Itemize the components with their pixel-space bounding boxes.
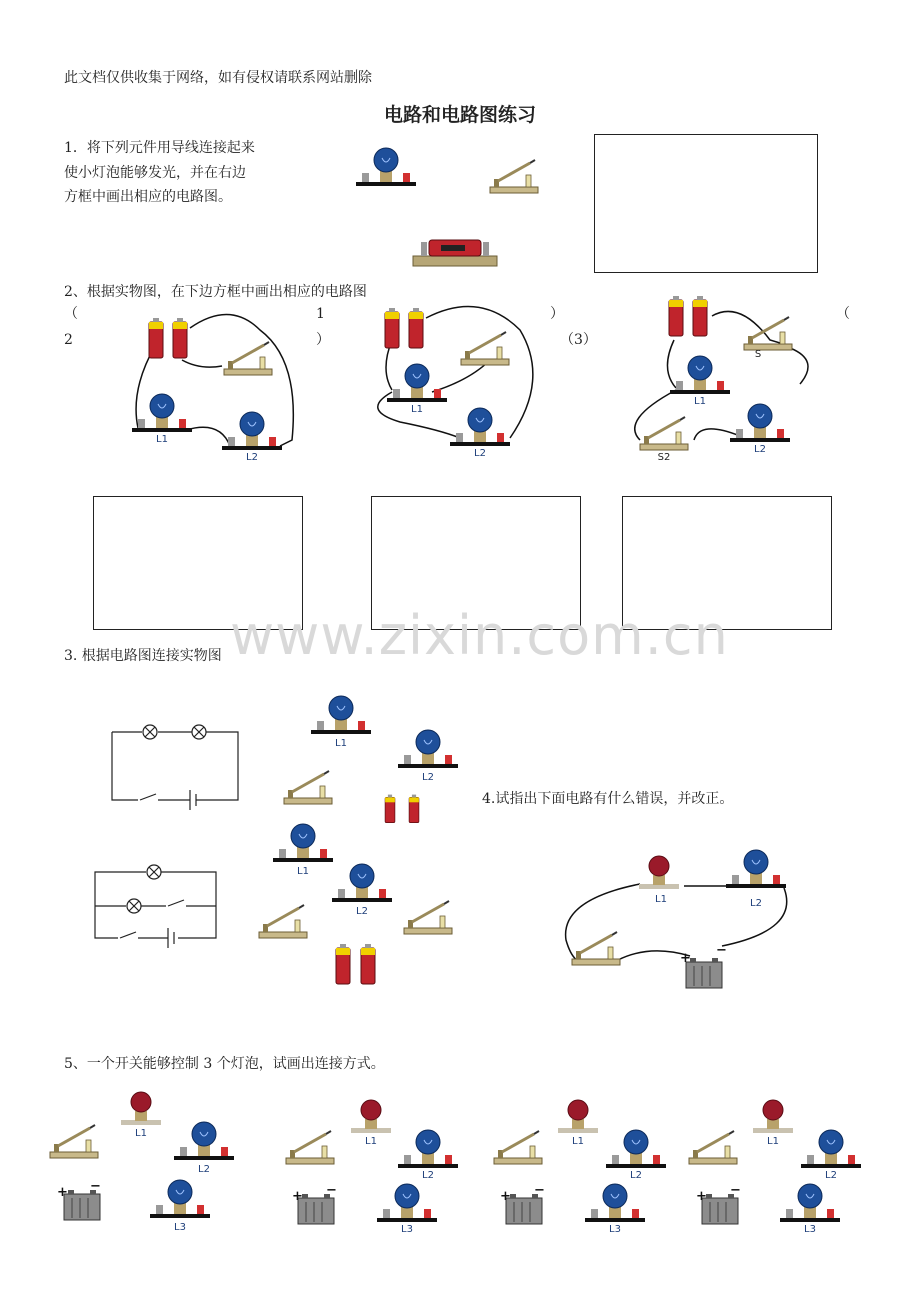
q4-switch-icon	[572, 932, 620, 965]
q5s3-bulb-l1-icon	[558, 1100, 598, 1133]
q3a-label-l2: L2	[422, 772, 434, 783]
q2c1-label-l1: L1	[156, 434, 168, 445]
q5s3-label-l1: L1	[572, 1136, 584, 1147]
q5s2-label-l2: L2	[422, 1170, 434, 1181]
q5s3-battery-box-icon	[506, 1194, 542, 1224]
q3-text: 3. 根据电路图连接实物图	[64, 648, 222, 664]
page-title: 电路和电路图练习	[383, 104, 536, 126]
q5s3-switch-icon	[494, 1131, 542, 1164]
q5s1-battery-box-icon	[64, 1190, 100, 1220]
q3a-battery-icon	[385, 795, 395, 823]
q5s3-plus-sign: +	[500, 1189, 511, 1204]
q5s1-label-l2: L2	[198, 1164, 210, 1175]
q5s1-bulb-l2-icon	[174, 1122, 234, 1160]
q2c3-bulb-l2-icon	[730, 404, 790, 442]
q5s2-bulb-l2-icon	[398, 1130, 458, 1168]
q5-set-1	[50, 1092, 234, 1220]
q1-battery-holder-icon	[413, 240, 497, 266]
q4-battery-box-icon	[686, 958, 722, 988]
q5s2-label-l3: L3	[401, 1224, 413, 1235]
q5s4-battery-box-icon	[702, 1194, 738, 1224]
q2c1-switch-icon	[224, 342, 272, 375]
q2c3-switch-s-icon	[744, 317, 792, 350]
q2c3-label-l1: L1	[694, 396, 706, 407]
q2c2-bulb-l2-icon	[450, 408, 510, 446]
q1-switch-icon	[490, 160, 538, 193]
q3b-switch-icon	[259, 905, 307, 938]
q2-paren-open-2: （	[836, 306, 850, 322]
q5s3-bulb-l2-icon	[606, 1130, 666, 1168]
q3-schematic-2	[95, 872, 216, 948]
header-note: 此文档仅供收集于网络，如有侵权请联系网站删除	[64, 70, 372, 86]
q4-plus-sign: +	[680, 951, 691, 966]
q4-bulb-l1-red-icon	[639, 856, 679, 889]
q5s4-plus-sign: +	[696, 1189, 707, 1204]
q3s1-lamp-icon	[143, 725, 157, 739]
q5s2-switch-icon	[286, 1131, 334, 1164]
q2c2-bulb-l1-icon	[387, 364, 447, 402]
q5s4-label-l3: L3	[804, 1224, 816, 1235]
q2-circuit-3	[635, 311, 808, 440]
q3b-label-l1: L1	[297, 866, 309, 877]
q3s2-lamp-icon-2	[127, 899, 141, 913]
q5-set-4	[689, 1100, 861, 1224]
q2c3-label-l2: L2	[754, 444, 766, 455]
q2c2-battery-icon-2	[409, 308, 423, 348]
q1-line2: 使小灯泡能够发光，并在右边	[64, 165, 246, 181]
q2c1-battery-icon	[149, 318, 163, 358]
q2c3-switch-s2-icon	[640, 417, 688, 450]
q5s4-bulb-l3-icon	[780, 1184, 840, 1222]
q4-minus-sign: −	[716, 943, 727, 958]
q5s2-bulb-l1-icon	[351, 1100, 391, 1133]
q2c2-switch-icon	[461, 332, 509, 365]
q2c2-label-l2: L2	[474, 448, 486, 459]
q5s3-minus-sign: −	[534, 1183, 545, 1198]
q3a-battery-icon-2	[409, 795, 419, 823]
q5s1-plus-sign: +	[57, 1185, 68, 1200]
q5s3-label-l2: L2	[630, 1170, 642, 1181]
q3b-battery-icon	[336, 944, 350, 984]
q5-set-2	[286, 1100, 458, 1224]
q2c3-battery-icon	[669, 296, 683, 336]
q4-circuit	[566, 884, 787, 963]
q1-line1: 1．将下列元件用导线连接起来	[64, 140, 255, 156]
q5s1-label-l3: L3	[174, 1222, 186, 1233]
q5s4-bulb-l1-icon	[753, 1100, 793, 1133]
q2-num-1: 1	[316, 306, 325, 322]
q2c1-battery-icon-2	[173, 318, 187, 358]
q1-bulb-icon	[356, 148, 416, 186]
q2c3-bulb-l1-icon	[670, 356, 730, 394]
q5s2-bulb-l3-icon	[377, 1184, 437, 1222]
q5s1-switch-icon	[50, 1125, 98, 1158]
q2-text: 2、根据实物图，在下边方框中画出相应的电路图	[64, 284, 367, 300]
q2c3-label-s2: S2	[657, 452, 671, 463]
q3b-bulb-l2-icon	[332, 864, 392, 902]
q3b-battery-icon-2	[361, 944, 375, 984]
q2c3-battery-icon-2	[693, 296, 707, 336]
q5s2-minus-sign: −	[326, 1183, 337, 1198]
q3b-bulb-l1-icon	[273, 824, 333, 862]
q3a-label-l1: L1	[335, 738, 347, 749]
q5-text: 5、一个开关能够控制 3 个灯泡，试画出连接方式。	[64, 1056, 385, 1072]
q5s3-label-l3: L3	[609, 1224, 621, 1235]
q4-bulb-l2-icon	[726, 850, 786, 888]
q3b-switch-icon-2	[404, 901, 452, 934]
q2-paren-close-2: ）	[316, 332, 330, 348]
q2c2-label-l1: L1	[411, 404, 423, 415]
q2-num-3: （3）	[560, 332, 597, 348]
q2-paren-open: （	[64, 306, 78, 322]
q5s4-bulb-l2-icon	[801, 1130, 861, 1168]
q5s4-label-l2: L2	[825, 1170, 837, 1181]
q3a-switch-icon	[284, 771, 332, 804]
q5s3-bulb-l3-icon	[585, 1184, 645, 1222]
q2-circuit-2	[378, 306, 533, 438]
q3a-bulb-l2-icon	[398, 730, 458, 768]
q5s1-minus-sign: −	[90, 1179, 101, 1194]
q5-set-3	[494, 1100, 666, 1224]
q2c3-label-s: S	[754, 349, 762, 360]
q5s1-bulb-l3-icon	[150, 1180, 210, 1218]
q2c1-label-l2: L2	[246, 452, 258, 463]
q3s1-lamp-icon-2	[192, 725, 206, 739]
q5s1-label-l1: L1	[135, 1128, 147, 1139]
watermark: www.zixin.com.cn	[230, 604, 729, 667]
q5s2-plus-sign: +	[292, 1189, 303, 1204]
q5s4-label-l1: L1	[767, 1136, 779, 1147]
q2-num-2: 2	[64, 332, 73, 348]
q4-label-l2: L2	[750, 898, 762, 909]
q2-paren-close-1: ）	[550, 306, 564, 322]
q2c1-bulb-l2-icon	[222, 412, 282, 450]
q3b-label-l2: L2	[356, 906, 368, 917]
q5s2-label-l1: L1	[365, 1136, 377, 1147]
q3-schematic-1	[112, 732, 238, 810]
q2c2-battery-icon	[385, 308, 399, 348]
q5s2-battery-box-icon	[298, 1194, 334, 1224]
q2c1-bulb-l1-icon	[132, 394, 192, 432]
q4-text: 4.试指出下面电路有什么错误，并改正。	[482, 791, 734, 807]
q3s2-lamp-icon	[147, 865, 161, 879]
q4-label-l1: L1	[655, 894, 667, 905]
q5s4-switch-icon	[689, 1131, 737, 1164]
q1-line3: 方框中画出相应的电路图。	[64, 189, 232, 205]
q5s1-bulb-l1-icon	[121, 1092, 161, 1125]
q3a-bulb-l1-icon	[311, 696, 371, 734]
q5s4-minus-sign: −	[730, 1183, 741, 1198]
